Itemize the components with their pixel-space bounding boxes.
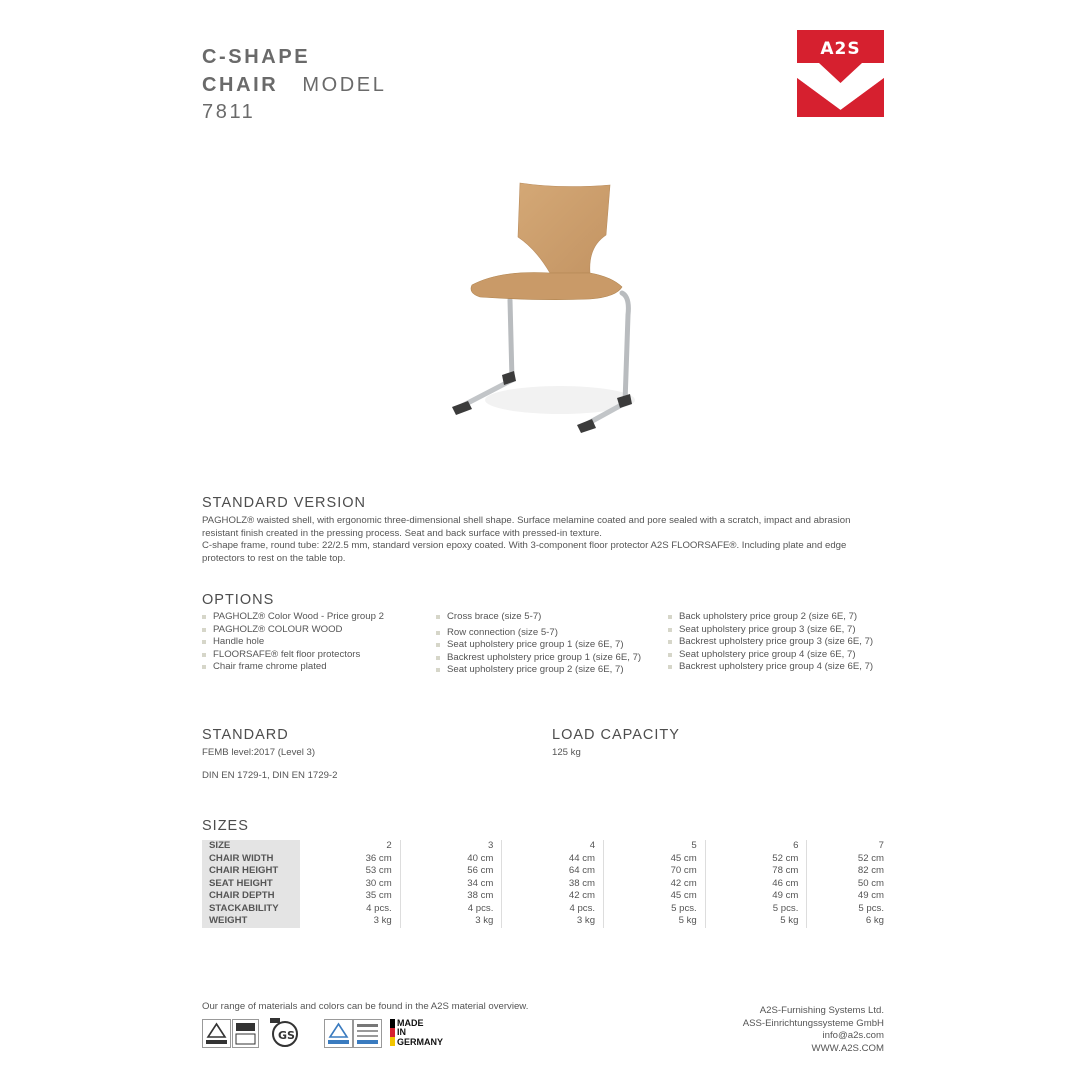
table-cell: 46 cm xyxy=(705,878,807,891)
table-cell: 50 cm xyxy=(857,877,884,889)
table-cell: 78 cm xyxy=(705,865,807,878)
table-cell: 4 xyxy=(502,840,604,853)
standard-version-heading: STANDARD VERSION xyxy=(202,495,366,511)
tuv-gs-certification-icon xyxy=(202,1019,231,1048)
table-cell: 35 cm xyxy=(300,890,400,903)
list-item: PAGHOLZ® COLOUR WOOD xyxy=(202,624,412,637)
svg-text:GS: GS xyxy=(278,1029,295,1042)
list-item: Seat upholstery price group 3 (size 6E, 7) xyxy=(668,624,880,637)
made-in-line-2: IN xyxy=(397,1027,406,1038)
table-cell: 2 xyxy=(300,840,400,853)
table-cell: 42 cm xyxy=(604,878,706,891)
table-cell: 3 xyxy=(400,840,502,853)
table-cell: 5 pcs. xyxy=(858,902,884,914)
sizes-table xyxy=(202,840,884,928)
list-item: Back upholstery price group 2 (size 6E, 7) xyxy=(668,611,880,624)
iso-certification-icon xyxy=(353,1019,382,1048)
list-item: Chair frame chrome plated xyxy=(202,661,412,674)
table-cell: 45 cm xyxy=(604,890,706,903)
table-row xyxy=(202,840,884,853)
table-cell: 64 cm xyxy=(502,865,604,878)
made-in-germany-badge xyxy=(390,1019,460,1047)
table-cell: 6 kg xyxy=(865,915,884,926)
table-cell: 5 xyxy=(604,840,706,853)
load-capacity-value: 125 kg xyxy=(552,747,581,758)
title-line-2: CHAIR xyxy=(202,73,279,96)
logo-chevron-icon xyxy=(797,30,884,117)
company-contact xyxy=(600,1005,884,1055)
list-item: Row connection (size 5-7) xyxy=(436,627,661,640)
chair-product-image xyxy=(440,175,650,445)
table-cell: 45 cm xyxy=(604,853,706,866)
table-cell: 49 cm xyxy=(857,890,884,901)
table-cell: 4 pcs. xyxy=(300,903,400,916)
materials-note: Our range of materials and colors can be found in the A2S material overview. xyxy=(202,1001,529,1012)
list-item: Backrest upholstery price group 1 (size 6E, 7) xyxy=(436,652,661,665)
row-label: CHAIR WIDTH xyxy=(202,853,300,866)
quality-seal-icon xyxy=(232,1019,259,1048)
standard-line-2: DIN EN 1729-1, DIN EN 1729-2 xyxy=(202,770,338,781)
model-number: 7811 xyxy=(202,101,256,123)
product-title xyxy=(202,44,386,127)
a2s-logo xyxy=(797,30,884,117)
table-row xyxy=(202,915,884,928)
certification-logos xyxy=(202,1018,462,1048)
options-list-2 xyxy=(436,611,661,677)
table-cell: 3 kg xyxy=(400,915,502,928)
options-list-1 xyxy=(202,611,412,674)
table-row xyxy=(202,890,884,903)
standard-version-description xyxy=(202,515,872,565)
table-cell: 5 kg xyxy=(604,915,706,928)
table-row xyxy=(202,853,884,866)
list-item: Seat upholstery price group 1 (size 6E, 7) xyxy=(436,639,661,652)
table-cell: 70 cm xyxy=(604,865,706,878)
table-cell: 52 cm xyxy=(857,852,884,864)
company-name-de: ASS-Einrichtungssysteme GmbH xyxy=(742,1017,884,1029)
contact-email[interactable]: info@a2s.com xyxy=(822,1030,884,1042)
row-label: CHAIR HEIGHT xyxy=(202,865,300,878)
tuv-management-icon xyxy=(324,1019,353,1048)
standard-heading: STANDARD xyxy=(202,727,289,743)
company-name-en: A2S-Furnishing Systems Ltd. xyxy=(759,1005,884,1016)
list-item: Seat upholstery price group 4 (size 6E, 7) xyxy=(668,649,880,662)
table-cell: 82 cm xyxy=(857,865,884,876)
table-cell: 7 xyxy=(878,840,884,851)
table-cell: 3 kg xyxy=(300,915,400,928)
table-cell: 49 cm xyxy=(705,890,807,903)
options-list-3 xyxy=(668,611,880,674)
table-cell: 4 pcs. xyxy=(502,903,604,916)
table-cell: 38 cm xyxy=(400,890,502,903)
table-cell: 36 cm xyxy=(300,853,400,866)
list-item: FLOORSAFE® felt floor protectors xyxy=(202,649,412,662)
row-label: WEIGHT xyxy=(202,915,300,928)
table-cell: 40 cm xyxy=(400,853,502,866)
standard-line-1: FEMB level:2017 (Level 3) xyxy=(202,747,316,758)
row-label: CHAIR DEPTH xyxy=(202,890,300,903)
list-item: Cross brace (size 5-7) xyxy=(436,611,661,624)
made-in-line-1: MADE xyxy=(397,1018,424,1028)
gs-geprufte-sicherheit-icon xyxy=(269,1018,301,1048)
list-item: PAGHOLZ® Color Wood - Price group 2 xyxy=(202,611,412,624)
standard-version-paragraph-1: PAGHOLZ® waisted shell, with ergonomic three-dimensional shell shape. Surface melamine coated and pore sealed with a scratch, impact and abrasion resistant finish created in the pressing process. Seat and back surface with pressed-in texture. xyxy=(202,515,851,539)
table-row xyxy=(202,865,884,878)
load-capacity-heading: LOAD CAPACITY xyxy=(552,727,680,743)
list-item: Backrest upholstery price group 3 (size 6E, 7) xyxy=(668,636,880,649)
standard-version-paragraph-2: C-shape frame, round tube: 22/2.5 mm, standard version epoxy coated. With 3-component floor protector A2S FLOORSAFE®. Including plate and edge protectors to rest on the table top. xyxy=(202,540,847,564)
options-heading: OPTIONS xyxy=(202,592,275,608)
table-cell: 3 kg xyxy=(502,915,604,928)
table-cell: 5 pcs. xyxy=(604,903,706,916)
table-cell: 34 cm xyxy=(400,878,502,891)
table-cell: 42 cm xyxy=(502,890,604,903)
website-link[interactable]: WWW.A2S.COM xyxy=(811,1042,884,1054)
list-item: Handle hole xyxy=(202,636,412,649)
row-label: STACKABILITY xyxy=(202,903,300,916)
table-cell: 44 cm xyxy=(502,853,604,866)
made-in-line-3: GERMANY xyxy=(397,1036,444,1047)
table-cell: 38 cm xyxy=(502,878,604,891)
table-cell: 5 kg xyxy=(705,915,807,928)
table-cell: 30 cm xyxy=(300,878,400,891)
table-cell: 53 cm xyxy=(300,865,400,878)
model-label: MODEL xyxy=(302,73,387,96)
title-line-1: C-SHAPE xyxy=(202,46,311,68)
sizes-heading: SIZES xyxy=(202,818,249,834)
table-cell: 4 pcs. xyxy=(400,903,502,916)
list-item: Seat upholstery price group 2 (size 6E, 7) xyxy=(436,664,661,677)
table-cell: 56 cm xyxy=(400,865,502,878)
logo-text: A2S xyxy=(820,39,861,59)
table-cell: 6 xyxy=(705,840,807,853)
table-cell: 5 pcs. xyxy=(705,903,807,916)
table-row xyxy=(202,878,884,891)
table-row xyxy=(202,903,884,916)
row-label: SIZE xyxy=(202,840,300,853)
row-label: SEAT HEIGHT xyxy=(202,878,300,891)
table-cell: 52 cm xyxy=(705,853,807,866)
list-item: Backrest upholstery price group 4 (size 6E, 7) xyxy=(668,661,880,674)
